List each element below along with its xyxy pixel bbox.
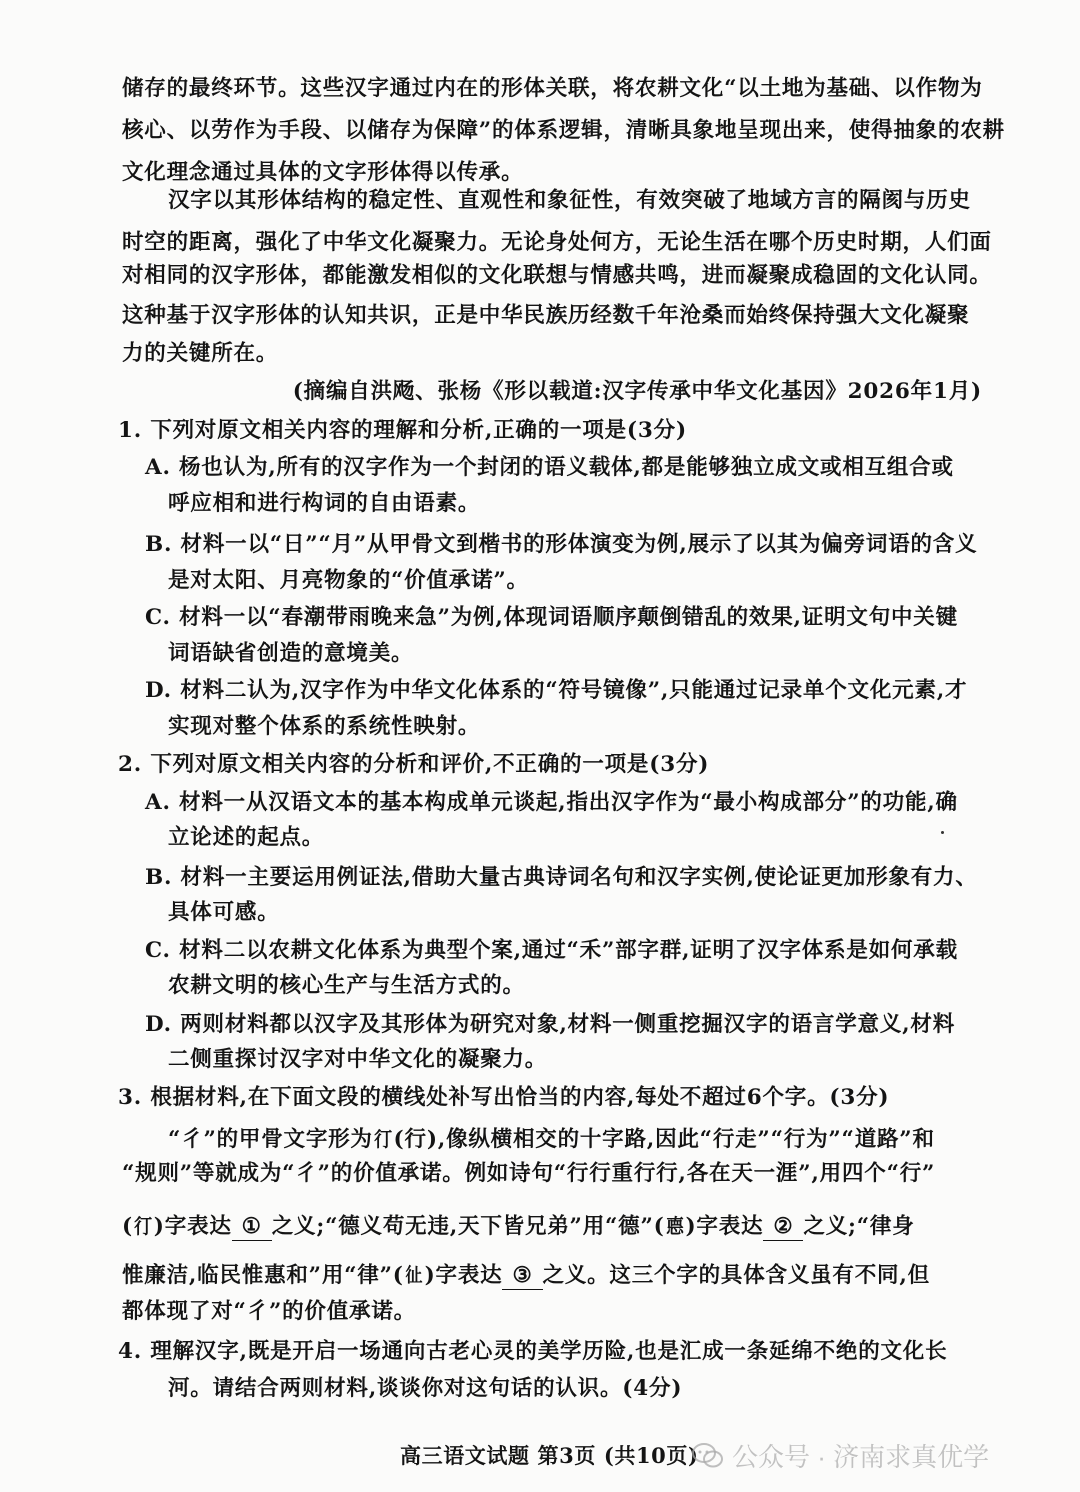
watermark-text: 公众号 · 济南求真优学: [732, 1442, 990, 1472]
q1-option-c: C. 材料一以“春潮带雨晚来急”为例,体现词语顺序颠倒错乱的效果,证明文句中关键: [145, 605, 958, 630]
q2-option-a: A. 材料一从汉语文本的基本构成单元谈起,指出汉字作为“最小构成部分”的功能,确: [145, 790, 958, 815]
q3-title: 3. 根据材料,在下面文段的横线处补写出恰当的内容,每处不超过6个字。(3分): [118, 1085, 890, 1110]
q1-option-b: B. 材料一以“日”“月”从甲骨文到楷书的形体演变为例,展示了以其为偏旁词语的含义: [145, 532, 978, 557]
passage-line-6: 对相同的汉字形体，都能激发相似的文化联想与情感共鸣，进而凝聚成稳固的文化认同。: [122, 263, 992, 288]
q4-line-1: 4. 理解汉字,既是开启一场通向古老心灵的美学历险,也是汇成一条延绵不绝的文化长: [118, 1339, 948, 1364]
q1-option-a: A. 杨也认为,所有的汉字作为一个封闭的语义载体,都是能够独立成文或相互组合或: [145, 455, 954, 480]
answer-blank-3[interactable]: [502, 1263, 542, 1290]
bronze-de-glyph: 㥁: [665, 1214, 685, 1238]
passage-line-2: 核心、以劳作为手段、以储存为保障”的体系逻辑，清晰具象地呈现出来，使得抽象的农耕: [122, 118, 1005, 143]
q2-option-b: B. 材料一主要运用例证法,借助大量古典诗词名句和汉字实例,使论证更加形象有力、: [145, 865, 978, 890]
q3-line-5: 都体现了对“彳”的价值承诺。: [122, 1299, 416, 1324]
q2-option-d-cont: 二侧重探讨汉字对中华文化的凝聚力。: [168, 1047, 548, 1072]
page-footer: 高三语文试题 第3页 (共10页): [400, 1443, 699, 1468]
q3-text-summary: 之义。这三个字的具体含义虽有不同,但: [542, 1263, 930, 1288]
q3-line-3: [122, 1211, 915, 1242]
q1-option-a-cont: 呼应相和进行构词的自由语素。: [168, 491, 481, 516]
q3-text-express-1: )字表达: [153, 1214, 232, 1239]
blank-1-label: ①: [241, 1214, 262, 1239]
q2-option-b-cont: 具体可感。: [168, 900, 280, 925]
oracle-hang-glyph: 㣔: [373, 1127, 393, 1151]
passage-source: (摘编自洪飏、张杨《形以载道:汉字传承中华文化基因》2026年1月): [292, 379, 982, 404]
passage-line-4: 汉字以其形体结构的稳定性、直观性和象征性，有效突破了地域方言的隔阂与历史: [168, 188, 971, 213]
q3-line-4: [122, 1260, 930, 1291]
q1-option-d-cont: 实现对整个体系的系统性映射。: [168, 714, 481, 739]
q3-line-2: “规则”等就成为“彳”的价值承诺。例如诗句“行行重行行,各在天一涯”,用四个“行”: [122, 1161, 936, 1186]
passage-line-3: 文化理念通过具体的文字形体得以传承。: [122, 160, 524, 185]
q2-title: 2. 下列对原文相关内容的分析和评价,不正确的一项是(3分): [118, 752, 710, 777]
q3-line-1-text: “彳”的甲骨文字形为: [168, 1127, 373, 1152]
q3-text-express-2: )字表达: [685, 1214, 764, 1239]
passage-line-8: 力的关键所在。: [122, 341, 279, 366]
passage-line-7: 这种基于汉字形体的认知共识，正是中华民族历经数千年沧桑而始终保持强大文化凝聚: [122, 303, 970, 328]
answer-blank-2[interactable]: [763, 1214, 803, 1241]
q1-option-b-cont: 是对太阳、月亮物象的“价值承诺”。: [168, 568, 529, 593]
q2-option-a-cont: 立论述的起点。: [168, 825, 325, 850]
wechat-watermark: [692, 1437, 989, 1474]
passage-line-5: 时空的距离，强化了中华文化凝聚力。无论身处何方，无论生活在哪个历史时期，人们面: [122, 230, 992, 255]
passage-line-1: 储存的最终环节。这些汉字通过内在的形体关联，将农耕文化“以土地为基础、以作物为: [122, 76, 983, 101]
q3-paren-open: (: [122, 1214, 133, 1239]
wechat-icon: [692, 1443, 724, 1469]
q3-line-1-text-b: (行),像纵横相交的十字路,因此“行走”“行为”“道路”和: [393, 1127, 935, 1152]
blank-3-label: ③: [512, 1263, 533, 1288]
q3-text-express-3: )字表达: [424, 1263, 503, 1288]
q2-option-c-cont: 农耕文明的核心生产与生活方式的。: [168, 973, 525, 998]
q3-text-lvshen: 之义;“律身: [803, 1214, 915, 1239]
q3-text-lv: 惟廉洁,临民惟惠和”用“律”(: [122, 1263, 404, 1288]
q3-line-1: [168, 1124, 935, 1155]
oracle-hang-glyph-2: 㣔: [134, 1214, 153, 1238]
answer-blank-1[interactable]: [232, 1214, 272, 1241]
oracle-lv-glyph: 𢓊: [404, 1263, 424, 1287]
q2-option-c: C. 材料二以农耕文化体系为典型个案,通过“禾”部字群,证明了汉字体系是如何承载: [145, 938, 958, 963]
q2-option-d: D. 两则材料都以汉字及其形体为研究对象,材料一侧重挖掘汉字的语言学意义,材料: [145, 1012, 956, 1037]
q1-title: 1. 下列对原文相关内容的理解和分析,正确的一项是(3分): [118, 418, 687, 443]
blank-2-label: ②: [773, 1214, 794, 1239]
q4-line-2: 河。请结合两则材料,谈谈你对这句话的认识。(4分): [168, 1376, 683, 1401]
q1-option-c-cont: 词语缺省创造的意境美。: [168, 641, 414, 666]
scan-speck: [941, 831, 944, 834]
q1-option-d: D. 材料二认为,汉字作为中华文化体系的“符号镜像”,只能通过记录单个文化元素,才: [145, 678, 968, 703]
q3-text-de: 之义;“德义苟无违,天下皆兄弟”用“德”(: [271, 1214, 665, 1239]
